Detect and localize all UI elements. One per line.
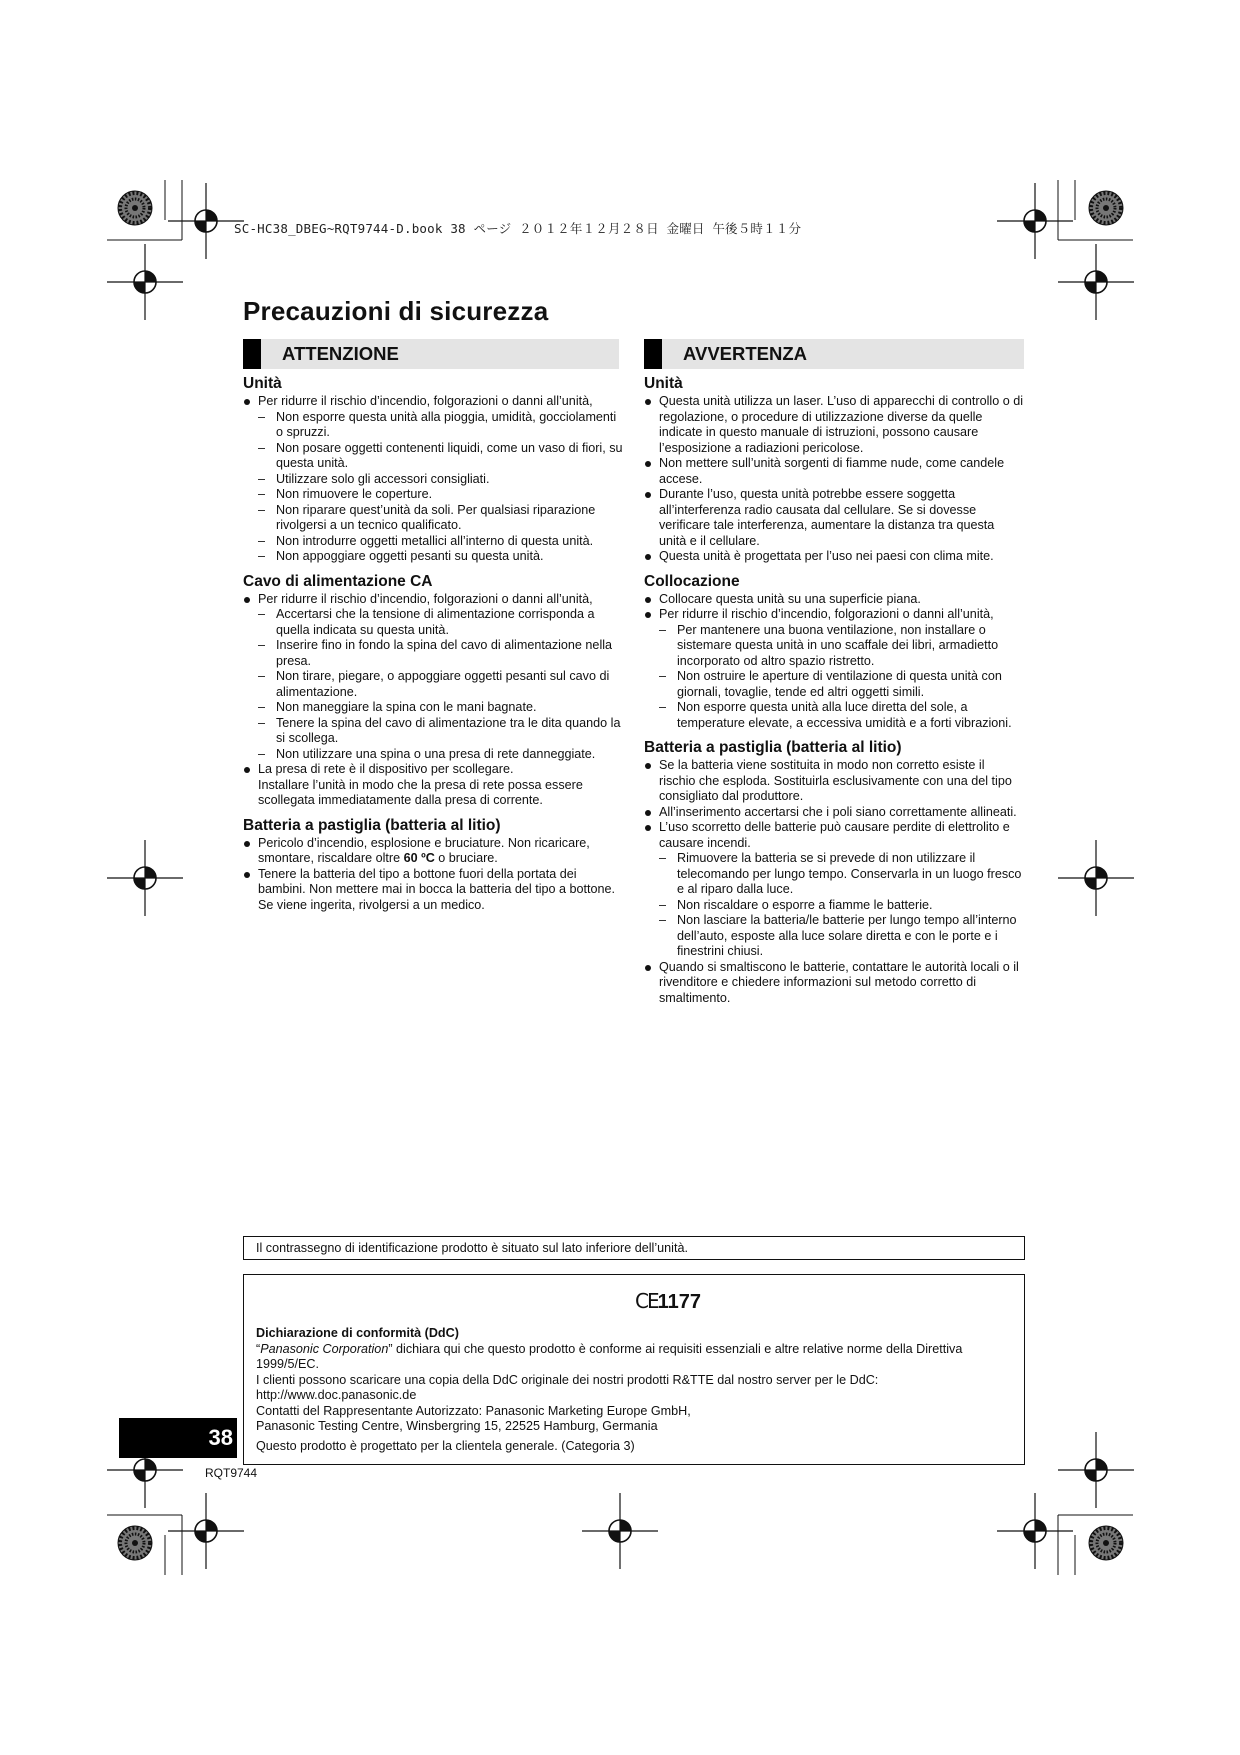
page-title: Precauzioni di sicurezza xyxy=(243,296,549,326)
company-name: Panasonic Corporation xyxy=(260,1341,389,1356)
text: o bruciare. xyxy=(434,851,498,865)
list-item: – Non lasciare la batteria/le batterie per lungo tempo all’interno dell’auto, esposte alla luce solare diretta e con le porte e i finestrini chiusi. xyxy=(644,913,1024,960)
list-item: Tenere la batteria del tipo a bottone fuori della portata dei bambini. Non mettere mai in bocca la batteria del tipo a bottone. Se viene ingerita, rivolgersi a un medico. xyxy=(243,867,623,914)
right-column xyxy=(644,374,1024,1006)
band-marker xyxy=(243,339,261,369)
list-item: All’inserimento accertarsi che i poli siano correttamente allineati. xyxy=(644,805,1024,821)
batteria-list xyxy=(243,836,623,914)
temperature-value: 60 ºC xyxy=(403,851,435,865)
list-item: Per ridurre il rischio d’incendio, folgorazioni o danni all’unità, xyxy=(243,394,623,410)
attenzione-band xyxy=(243,339,619,369)
download-text: I clienti possono scaricare una copia della DdC originale dei nostri prodotti R&TTE dal nostro server per le DdC: xyxy=(256,1372,879,1387)
section-heading: Cavo di alimentazione CA xyxy=(243,572,433,590)
list-item xyxy=(243,836,623,867)
quote-open: “ xyxy=(256,1341,261,1356)
unita-list xyxy=(243,394,623,565)
list-item: – Per mantenere una buona ventilazione, non installare o sistemare questa unità in uno scaffale dei libri, armadietto incorporato od altro spazio ristretto. xyxy=(644,623,1024,670)
list-item: – Rimuovere la batteria se si prevede di non utilizzare il telecomando per lungo tempo. Conservarla in un luogo fresco e al riparo dalla luce. xyxy=(644,851,1024,898)
section-heading: Collocazione xyxy=(644,572,740,590)
list-item: – Non utilizzare una spina o una presa di rete danneggiate. xyxy=(243,747,623,763)
paragraph: Installare l’unità in modo che la presa di rete possa essere scollegata immediatamente dalla presa di corrente. xyxy=(258,777,583,807)
list-item: Non mettere sull’unità sorgenti di fiamme nude, come candele accese. xyxy=(644,456,1024,487)
section-heading: Unità xyxy=(644,375,683,392)
section-heading: Batteria a pastiglia (batteria al litio) xyxy=(243,816,501,834)
section-heading: Batteria a pastiglia (batteria al litio) xyxy=(644,739,902,756)
list-item: – Inserire fino in fondo la spina del cavo di alimentazione nella presa. xyxy=(243,638,623,669)
page-number: 38 xyxy=(119,1418,237,1458)
document-code: RQT9744 xyxy=(205,1466,258,1480)
list-item: – Tenere la spina del cavo di alimentazione tra le dita quando la si scollega. xyxy=(243,716,623,747)
list-item: Questa unità utilizza un laser. L’uso di apparecchi di controllo o di regolazione, o procedure di utilizzazione diverse da quelle indicate in questo manuale di istruzioni, possono causare l’esposizione a radiazioni pericolose. xyxy=(644,394,1024,456)
avvertenza-band xyxy=(644,339,1024,369)
list-item: Per ridurre il rischio d’incendio, folgorazioni o danni all’unità, xyxy=(644,607,1024,623)
list-item: Questa unità è progettata per l’uso nei paesi con clima mite. xyxy=(644,549,1024,565)
attenzione-label: ATTENZIONE xyxy=(282,343,399,364)
list-item: – Accertarsi che la tensione di alimentazione corrisponda a quella indicata su questa unità. xyxy=(243,607,623,638)
list-item: – Non tirare, piegare, o appoggiare oggetti pesanti sul cavo di alimentazione. xyxy=(243,669,623,700)
representative-line: Contatti del Rappresentante Autorizzato: Panasonic Marketing Europe GmbH, xyxy=(256,1403,691,1418)
list-item: – Non esporre questa unità alla pioggia, umidità, gocciolamenti o spruzzi. xyxy=(243,410,623,441)
list-item: – Non esporre questa unità alla luce diretta del sole, a temperature elevate, a eccessiva umidità e a forti vibrazioni. xyxy=(644,700,1024,731)
band-marker xyxy=(644,339,662,369)
section-heading: Unità xyxy=(243,375,282,392)
unita-list xyxy=(644,394,1024,565)
text: Pericolo d’incendio, esplosione e bruciature. Non ricaricare, smontare, riscaldare oltre xyxy=(258,835,590,865)
declaration-text xyxy=(256,1342,1012,1373)
list-item: – Non riparare quest’unità da soli. Per qualsiasi riparazione rivolgersi a un tecnico qualificato. xyxy=(243,503,623,534)
declaration-title: Dichiarazione di conformità (DdC) xyxy=(256,1326,459,1340)
declaration-box xyxy=(243,1274,1025,1465)
list-item: – Non rimuovere le coperture. xyxy=(243,487,623,503)
list-item: – Non appoggiare oggetti pesanti su questa unità. xyxy=(243,549,623,565)
notified-body-number: 1177 xyxy=(657,1291,701,1313)
declaration-rest: ” dichiara qui che questo prodotto è conforme ai requisiti essenziali e altre relative norme della Direttiva 1999/5/EC. xyxy=(256,1341,963,1371)
list-item: Quando si smaltiscono le batterie, contattare le autorità locali o il rivenditore e chiedere informazioni sul metodo corretto di smaltimento. xyxy=(644,960,1024,1007)
batteria-list xyxy=(644,758,1024,1006)
doc-url: http://www.doc.panasonic.de xyxy=(256,1388,417,1402)
avvertenza-label: AVVERTENZA xyxy=(683,343,808,364)
list-item: – Non introdurre oggetti metallici all’interno di questa unità. xyxy=(243,534,623,550)
ce-logo: CE xyxy=(635,1289,658,1313)
list-item: Se la batteria viene sostituita in modo non corretto esiste il rischio che esploda. Sostituirla esclusivamente con una del tipo consigliato dal produttore. xyxy=(644,758,1024,805)
cavo-list xyxy=(243,592,623,778)
address-line: Panasonic Testing Centre, Winsbergring 15, 22525 Hamburg, Germania xyxy=(256,1419,658,1433)
identification-note: Il contrassegno di identificazione prodotto è situato sul lato inferiore dell’unità. xyxy=(243,1236,1025,1260)
list-item: Durante l’uso, questa unità potrebbe essere soggetta all’interferenza radio causata dal cellulare. Se si dovesse verificare tale interferenza, aumentare la distanza tra questa unità e il cellulare. xyxy=(644,487,1024,549)
list-item: – Utilizzare solo gli accessori consigliati. xyxy=(243,472,623,488)
left-column xyxy=(243,374,623,913)
ce-mark xyxy=(324,1289,1012,1314)
list-item: – Non riscaldare o esporre a fiamme le batterie. xyxy=(644,898,1024,914)
list-item: – Non ostruire le aperture di ventilazione di questa unità con giornali, tovaglie, tende ed altri oggetti simili. xyxy=(644,669,1024,700)
list-item: La presa di rete è il dispositivo per scollegare. xyxy=(243,762,623,778)
print-slug: SC-HC38_DBEG~RQT9744-D.book 38 ページ ２０１２年１２月２８日 金曜日 午後５時１１分 xyxy=(234,221,802,236)
category-line: Questo prodotto è progettato per la clientela generale. (Categoria 3) xyxy=(256,1438,635,1453)
list-item: Collocare questa unità su una superficie piana. xyxy=(644,592,1024,608)
collocazione-list xyxy=(644,592,1024,732)
list-item: – Non maneggiare la spina con le mani bagnate. xyxy=(243,700,623,716)
list-item: Per ridurre il rischio d’incendio, folgorazioni o danni all’unità, xyxy=(243,592,623,608)
list-item: L’uso scorretto delle batterie può causare perdite di elettrolito e causare incendi. xyxy=(644,820,1024,851)
list-item: – Non posare oggetti contenenti liquidi, come un vaso di fiori, su questa unità. xyxy=(243,441,623,472)
